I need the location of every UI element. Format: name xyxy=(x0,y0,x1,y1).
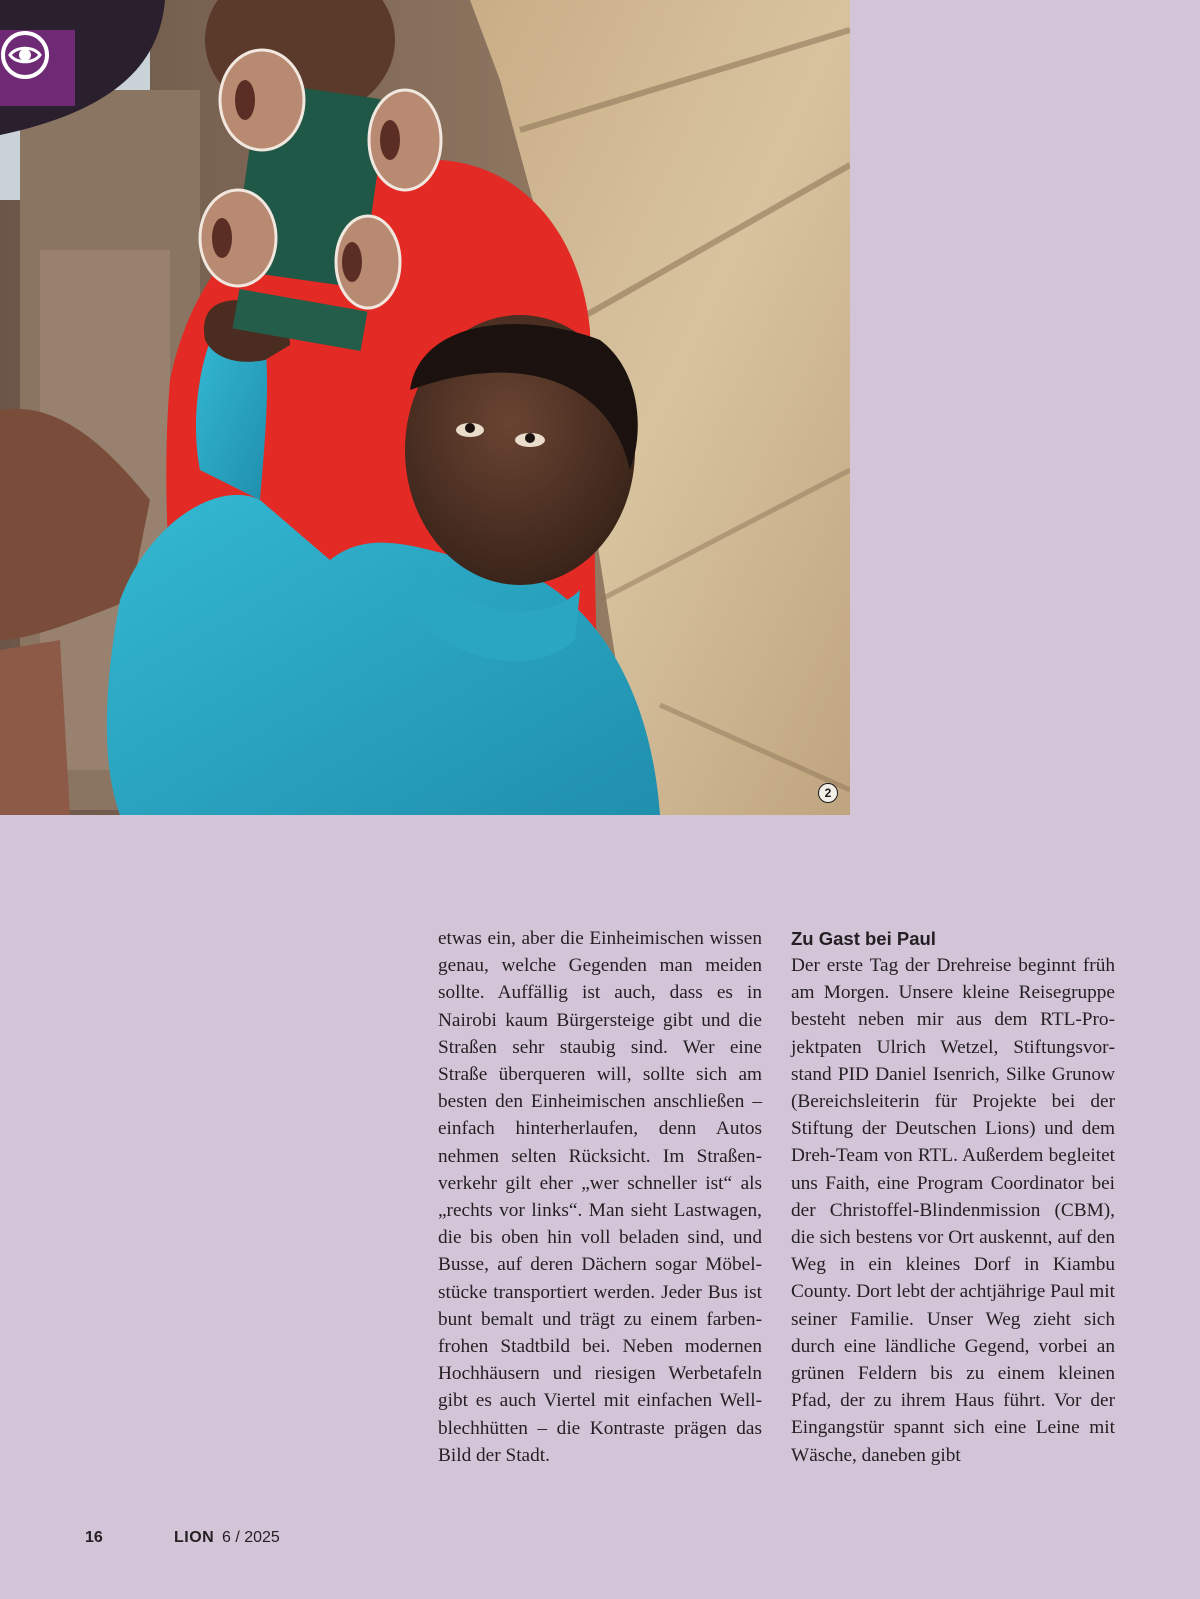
article-column-2 xyxy=(791,925,1115,1469)
body-text: Der erste Tag der Drehreise beginnt früh am Morgen. Unsere kleine Reisegruppe besteht neben mir aus dem RTL-Projektpaten Ulrich Wetzel, Stiftungsvorstand PID Daniel Isenrich, Silke Grunow (Bereichsleiterin für Projekte bei der Stiftung der Deutschen Lions) und dem Dreh-Team von RTL. Außerdem begleitet uns Faith, eine Program Coordinator bei der Christoffel-Blindenmission (CBM), die sich bestens vor Ort auskennt, auf den Weg in ein kleines Dorf in Kiambu County. Dort lebt der achtjährige Paul mit seiner Familie. Unser Weg zieht sich durch eine ländliche Gegend, vorbei an grünen Feldern bis zu einem kleinen Pfad, der zu ihrem Haus führt. Vor der Eingangstür spannt sich eine Leine mit Wäsche, daneben gibt xyxy=(791,955,1115,1466)
section-badge xyxy=(0,30,75,106)
photo-illustration xyxy=(0,0,850,815)
page-number: 16 xyxy=(85,1529,103,1546)
magazine-name: LION xyxy=(174,1529,215,1546)
article-column-1 xyxy=(438,925,762,1469)
issue-number: 6 / 2025 xyxy=(222,1529,280,1546)
body-text: etwas ein, aber die Einheimischen wissen genau, welche Gegenden man meiden sollte. Auffällig ist auch, dass es in Nairobi kaum Bürgersteige gibt und die Straßen sehr staubig sind. Wer eine Straße überqueren will, sollte sich am besten den Einheimischen anschließen – einfach hinterherlaufen, denn Autos nehmen selten Rücksicht. Im Straßenverkehr gilt eher „wer schneller ist“ als „rechts vor links“. Man sieht Lastwagen, die bis oben hin voll beladen sind, und Busse, auf deren Dächern sogar Möbelstücke transportiert werden. Jeder Bus ist bunt bemalt und trägt zu einem farbenfrohen Stadtbild bei. Neben modernen Hochhäusern und riesigen Werbetafeln gibt es auch Viertel mit einfachen Wellblechhütten – die Kontraste prägen das Bild der Stadt. xyxy=(438,928,762,1466)
page-footer xyxy=(85,1529,1200,1549)
section-heading: Zu Gast bei Paul xyxy=(791,928,936,949)
photo-number: 2 xyxy=(818,783,838,803)
article-photo xyxy=(0,0,850,815)
eye-icon xyxy=(0,30,50,80)
